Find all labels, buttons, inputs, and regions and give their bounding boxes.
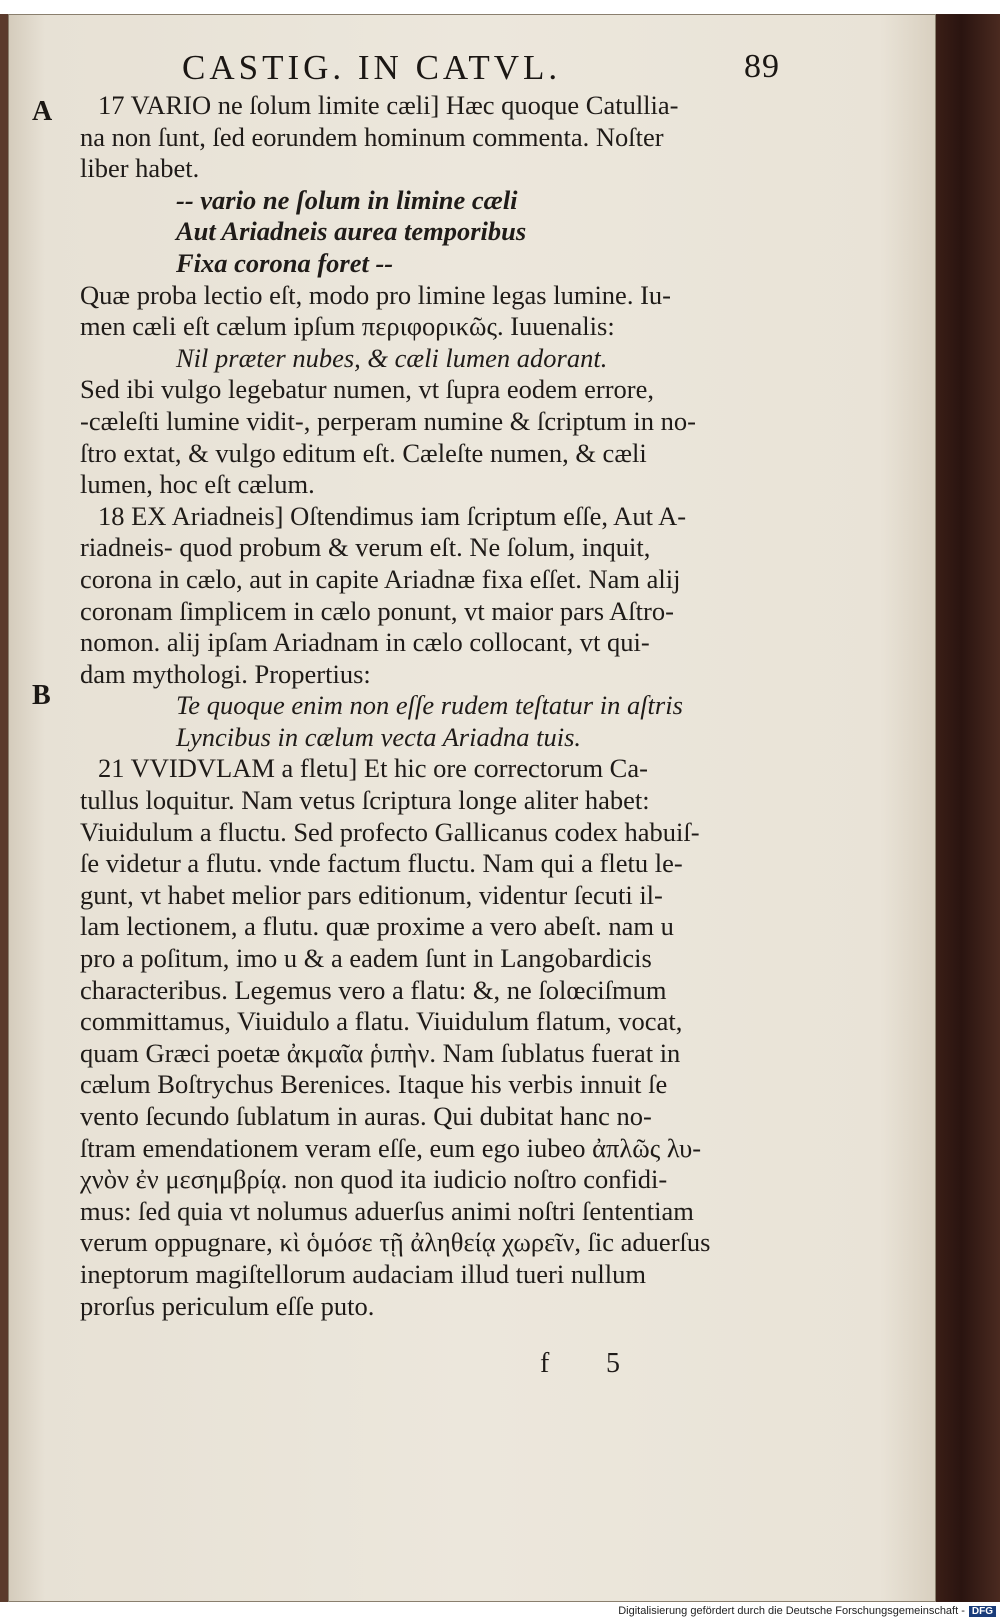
verse-line: Aut Ariadneis aurea temporibus (176, 216, 527, 247)
text-line: corona in cælo, aut in capite Ariadnæ fixa eſſet. Nam alij (80, 563, 681, 594)
text-line: liber habet. (80, 153, 200, 184)
page-number: 89 (744, 48, 780, 85)
text-line: coronam ſimplicem in cælo ponunt, vt maior pars Aſtro- (80, 595, 674, 626)
body-text (80, 90, 800, 1322)
text-line: χνὸν ἐν μεσημβρίᾳ. non quod ita iudicio noſtro confidi- (80, 1164, 668, 1195)
running-title: CASTIG. IN CATVL. (182, 48, 562, 87)
margin-note-a: A (32, 96, 53, 127)
text-line: -cæleſti lumine vidit-, perperam numine & ſcriptum in no- (80, 405, 696, 436)
signature-letter: f (540, 1348, 550, 1379)
text-line: ſe videtur a flutu. vnde factum fluctu. Nam qui a fletu le- (80, 848, 683, 879)
text-line: 17 VARIO ne ſolum limite cæli] Hæc quoque Catullia- (98, 90, 679, 120)
text-line: cælum Boſtrychus Berenices. Itaque his verbis innuit ſe (80, 1069, 668, 1100)
text-line: Quæ proba lectio eſt, modo pro limine legas lumine. Iu- (80, 279, 671, 310)
text-line: lam lectionem, a flutu. quæ proxime a vero abeſt. nam u (80, 911, 674, 942)
text-line: gunt, vt habet melior pars editionum, videntur ſecuti il- (80, 879, 663, 910)
text-line: na non ſunt, ſed eorundem hominum commenta. Noſter (80, 121, 664, 152)
dfg-logo: DFG (969, 1606, 996, 1617)
text-line: quam Græci poetæ ἀκμαῖα ῥιπὴν. Nam ſublatus fuerat in (80, 1037, 681, 1068)
text-line: tullus loquitur. Nam vetus ſcriptura longe aliter habet: (80, 785, 650, 816)
text-line: prorſus periculum eſſe puto. (80, 1290, 375, 1321)
text-line: lumen, hoc eſt cælum. (80, 469, 315, 500)
text-line: vento ſecundo ſublatum in auras. Qui dubitat hanc no- (80, 1101, 652, 1131)
text-line: committamus, Viuidulo a flatu. Viuidulum flatum, vocat, (80, 1006, 683, 1037)
book-edge-left (0, 14, 8, 1602)
text-line: verum oppugnare, κὶ ὁμόσε τῇ ἀληθείᾳ χωρεῖν, ſic aduerſus (80, 1227, 711, 1258)
footer-text: Digitalisierung gefördert durch die Deutsche Forschungsgemeinschaft - (618, 1605, 965, 1617)
verse-line: Te quoque enim non eſſe rudem teſtatur in aſtris (176, 690, 683, 721)
text-line: mus: ſed quia vt nolumus aduerſus animi noſtri ſententiam (80, 1195, 694, 1226)
text-line: riadneis- quod probum & verum eſt. Ne ſolum, inquit, (80, 532, 651, 563)
text-line: dam mythologi. Propertius: (80, 658, 371, 689)
digitization-footer (600, 1605, 996, 1621)
text-line: Viuidulum a fluctu. Sed profecto Gallicanus codex habuiſ- (80, 816, 700, 847)
text-line: ineptorum magiſtellorum audaciam illud tueri nullum (80, 1258, 646, 1289)
verse-line: Fixa corona foret -- (176, 247, 394, 278)
text-line: nomon. alij ipſam Ariadnam in cælo collocant, vt qui- (80, 627, 650, 658)
text-line: pro a poſitum, imo u & a eadem ſunt in Langobardicis (80, 943, 652, 974)
text-line: characteribus. Legemus vero a flatu: &, ne ſolœciſmum (80, 974, 667, 1005)
text-line: ſtro extat, & vulgo editum eſt. Cæleſte numen, & cæli (80, 437, 647, 468)
margin-note-b: B (32, 680, 51, 711)
book-edge-right (936, 14, 1000, 1602)
signature-number: 5 (606, 1348, 620, 1379)
verse-line: Nil præter nubes, & cæli lumen adorant. (176, 342, 608, 373)
text-line: 21 VVIDVLAM a fletu] Et hic ore correctorum Ca- (98, 753, 648, 784)
running-header (0, 44, 936, 94)
verse-line: Lyncibus in cælum vecta Ariadna tuis. (176, 721, 582, 752)
text-line: men cæli eſt cælum ipſum περιφορικῶς. Iuuenalis: (80, 311, 615, 342)
verse-line: -- vario ne ſolum in limine cæli (176, 184, 518, 215)
text-line: Sed ibi vulgo legebatur numen, vt ſupra eodem errore, (80, 374, 654, 405)
text-line: 18 EX Ariadneis] Oſtendimus iam ſcriptum eſſe, Aut A- (98, 500, 687, 531)
text-line: ſtram emendationem veram eſſe, eum ego iubeo ἀπλῶς λυ- (80, 1132, 702, 1163)
